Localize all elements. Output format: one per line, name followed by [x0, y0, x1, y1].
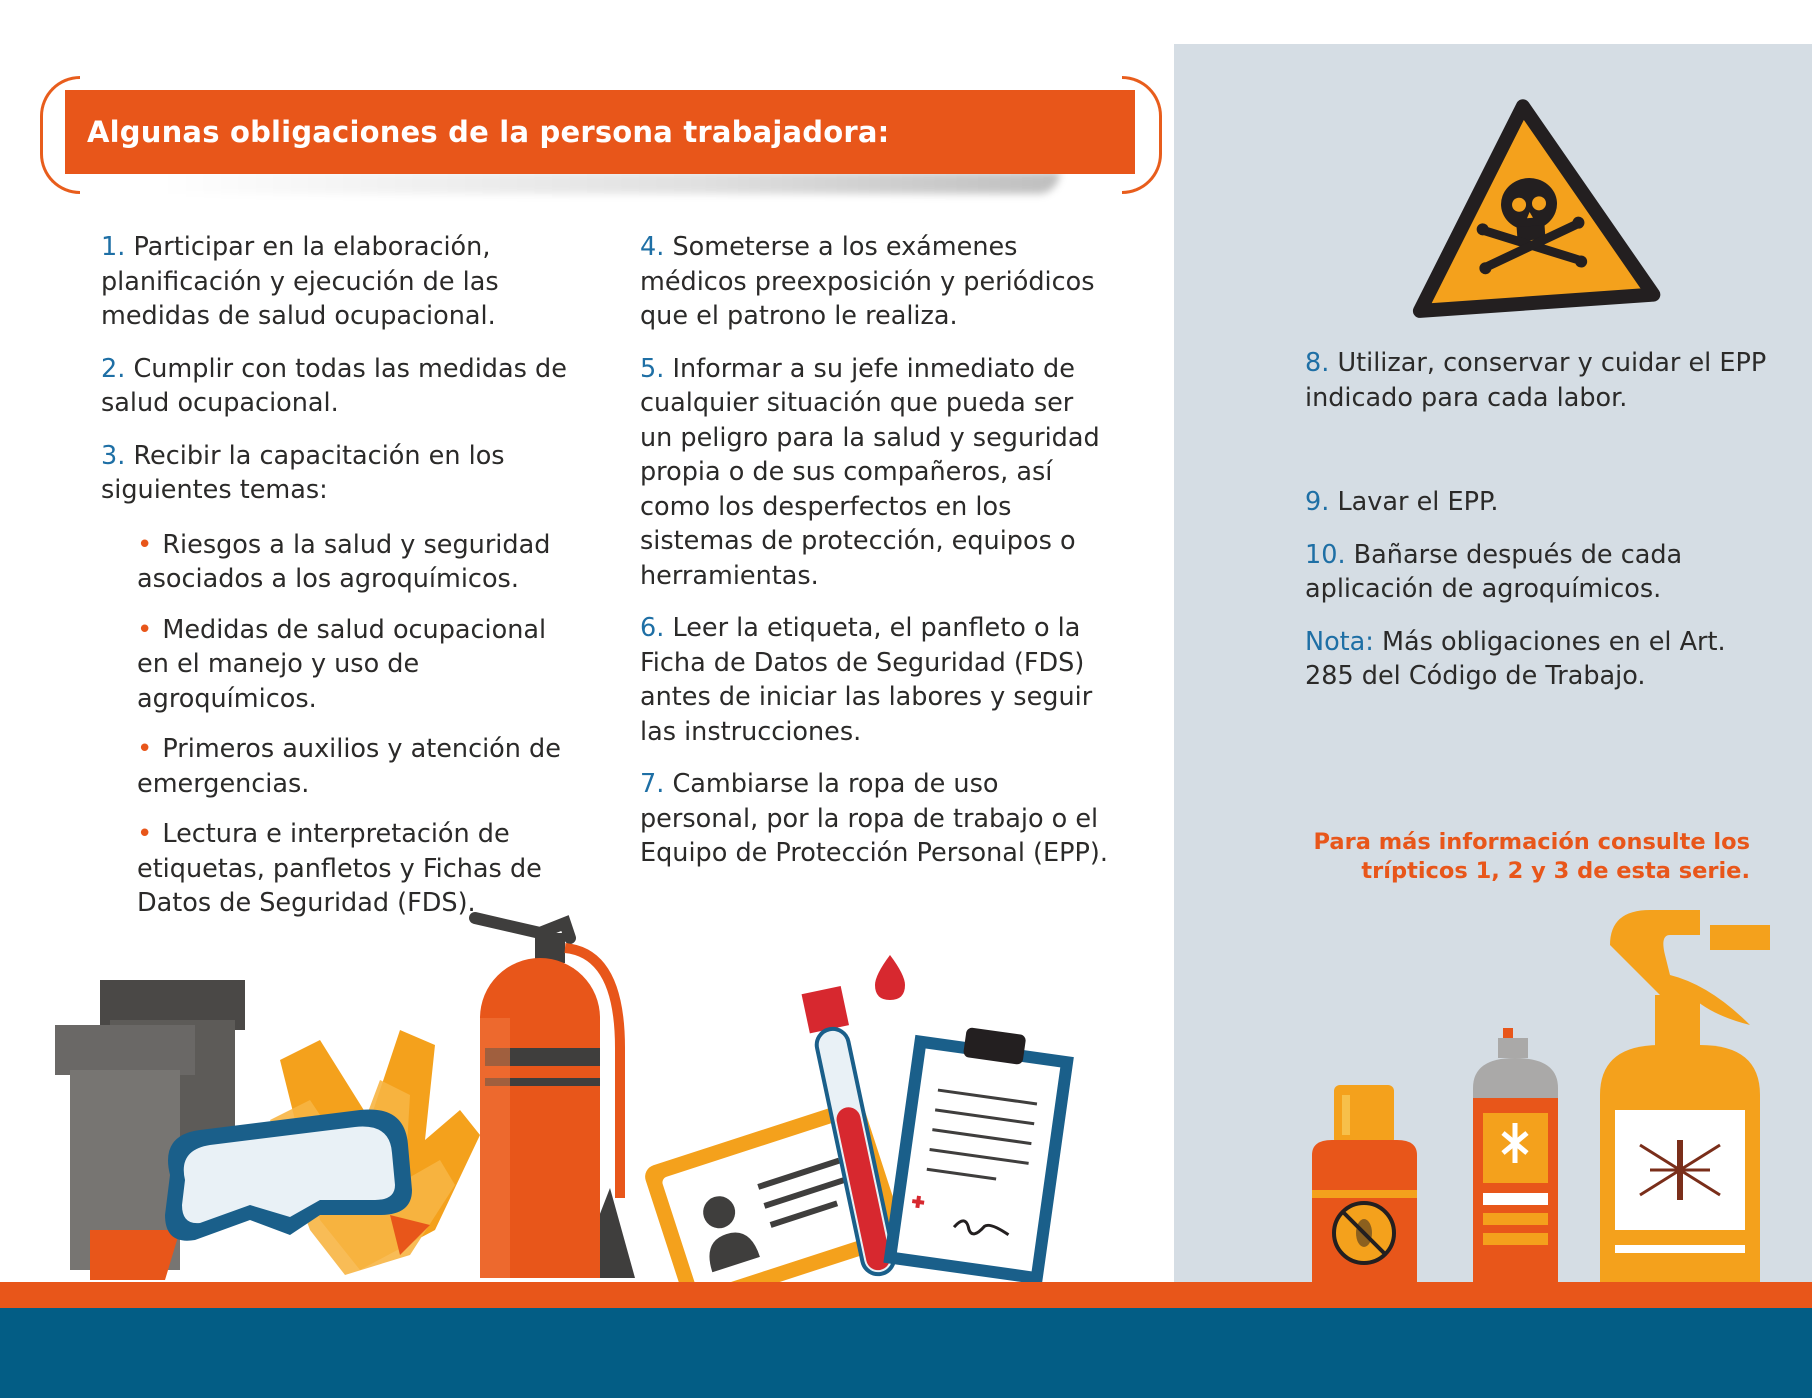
- bullet-icon: •: [137, 614, 153, 645]
- list-item: 2. Cumplir con todas las medidas de salud ocupacional.: [101, 353, 567, 418]
- floor-stripe-blue: [0, 1308, 1812, 1398]
- page-title: Algunas obligaciones de la persona trabajadora:: [87, 115, 890, 149]
- clipboard-icon: [880, 1015, 1080, 1285]
- sub-list-item: • Riesgos a la salud y seguridad asociados a los agroquímicos.: [137, 529, 551, 594]
- sub-list-item: • Lectura e interpretación de etiquetas, panfletos y Fichas de Datos de Seguridad (FDS).: [137, 819, 542, 918]
- sub-list-item: • Primeros auxilios y atención de emergencias.: [137, 734, 561, 799]
- note: Nota: Más obligaciones en el Art. 285 del Código de Trabajo.: [1305, 626, 1726, 691]
- spray-can-icon: [1468, 1028, 1563, 1288]
- more-info-callout: Para más información consulte los trípticos 1, 2 y 3 de esta serie.: [1313, 829, 1750, 884]
- column-1: [101, 230, 571, 937]
- column-2: [640, 230, 1110, 889]
- repellent-bottle-icon: [1302, 1085, 1427, 1285]
- goggles-icon: [150, 1105, 420, 1265]
- floor-stripe-orange: [0, 1282, 1812, 1308]
- bullet-icon: •: [137, 734, 153, 764]
- list-item: 3. Recibir la capacitación en los siguientes temas:: [101, 440, 505, 505]
- list-item: 10. Bañarse después de cada aplicación de agroquímicos.: [1305, 539, 1683, 604]
- sub-list-item: • Medidas de salud ocupacional en el manejo y uso de agroquímicos.: [137, 614, 547, 714]
- bullet-icon: •: [137, 819, 153, 849]
- list-item: 7. Cambiarse la ropa de uso personal, por la ropa de trabajo o el Equipo de Protección Personal (EPP).: [640, 769, 1108, 868]
- list-item: 6. Leer la etiqueta, el panfleto o la Ficha de Datos de Seguridad (FDS) antes de iniciar las labores y seguir las instrucciones.: [640, 613, 1093, 747]
- list-item: 5. Informar a su jefe inmediato de cualquier situación que pueda ser un peligro para la salud y seguridad propia o de sus compañeros, así como los desperfectos en los sistemas de protección, equipos o herramientas.: [640, 353, 1100, 591]
- fire-extinguisher-icon: [445, 908, 645, 1288]
- header-banner: [40, 76, 1162, 194]
- bullet-icon: •: [137, 529, 153, 560]
- list-item: 9. Lavar el EPP.: [1305, 487, 1499, 517]
- list-item: 4. Someterse a los exámenes médicos preexposición y periódicos que el patrono le realiza.: [640, 232, 1095, 331]
- trigger-spray-bottle-icon: [1590, 905, 1780, 1290]
- list-item: 1. Participar en la elaboración, planificación y ejecución de las medidas de salud ocupacional.: [101, 232, 499, 331]
- list-item: 8. Utilizar, conservar y cuidar el EPP indicado para cada labor.: [1305, 348, 1767, 413]
- header-bar: [65, 90, 1135, 174]
- header-shadow: [160, 172, 1060, 194]
- column-3: [1305, 346, 1775, 712]
- toxic-warning-icon: [1405, 98, 1655, 318]
